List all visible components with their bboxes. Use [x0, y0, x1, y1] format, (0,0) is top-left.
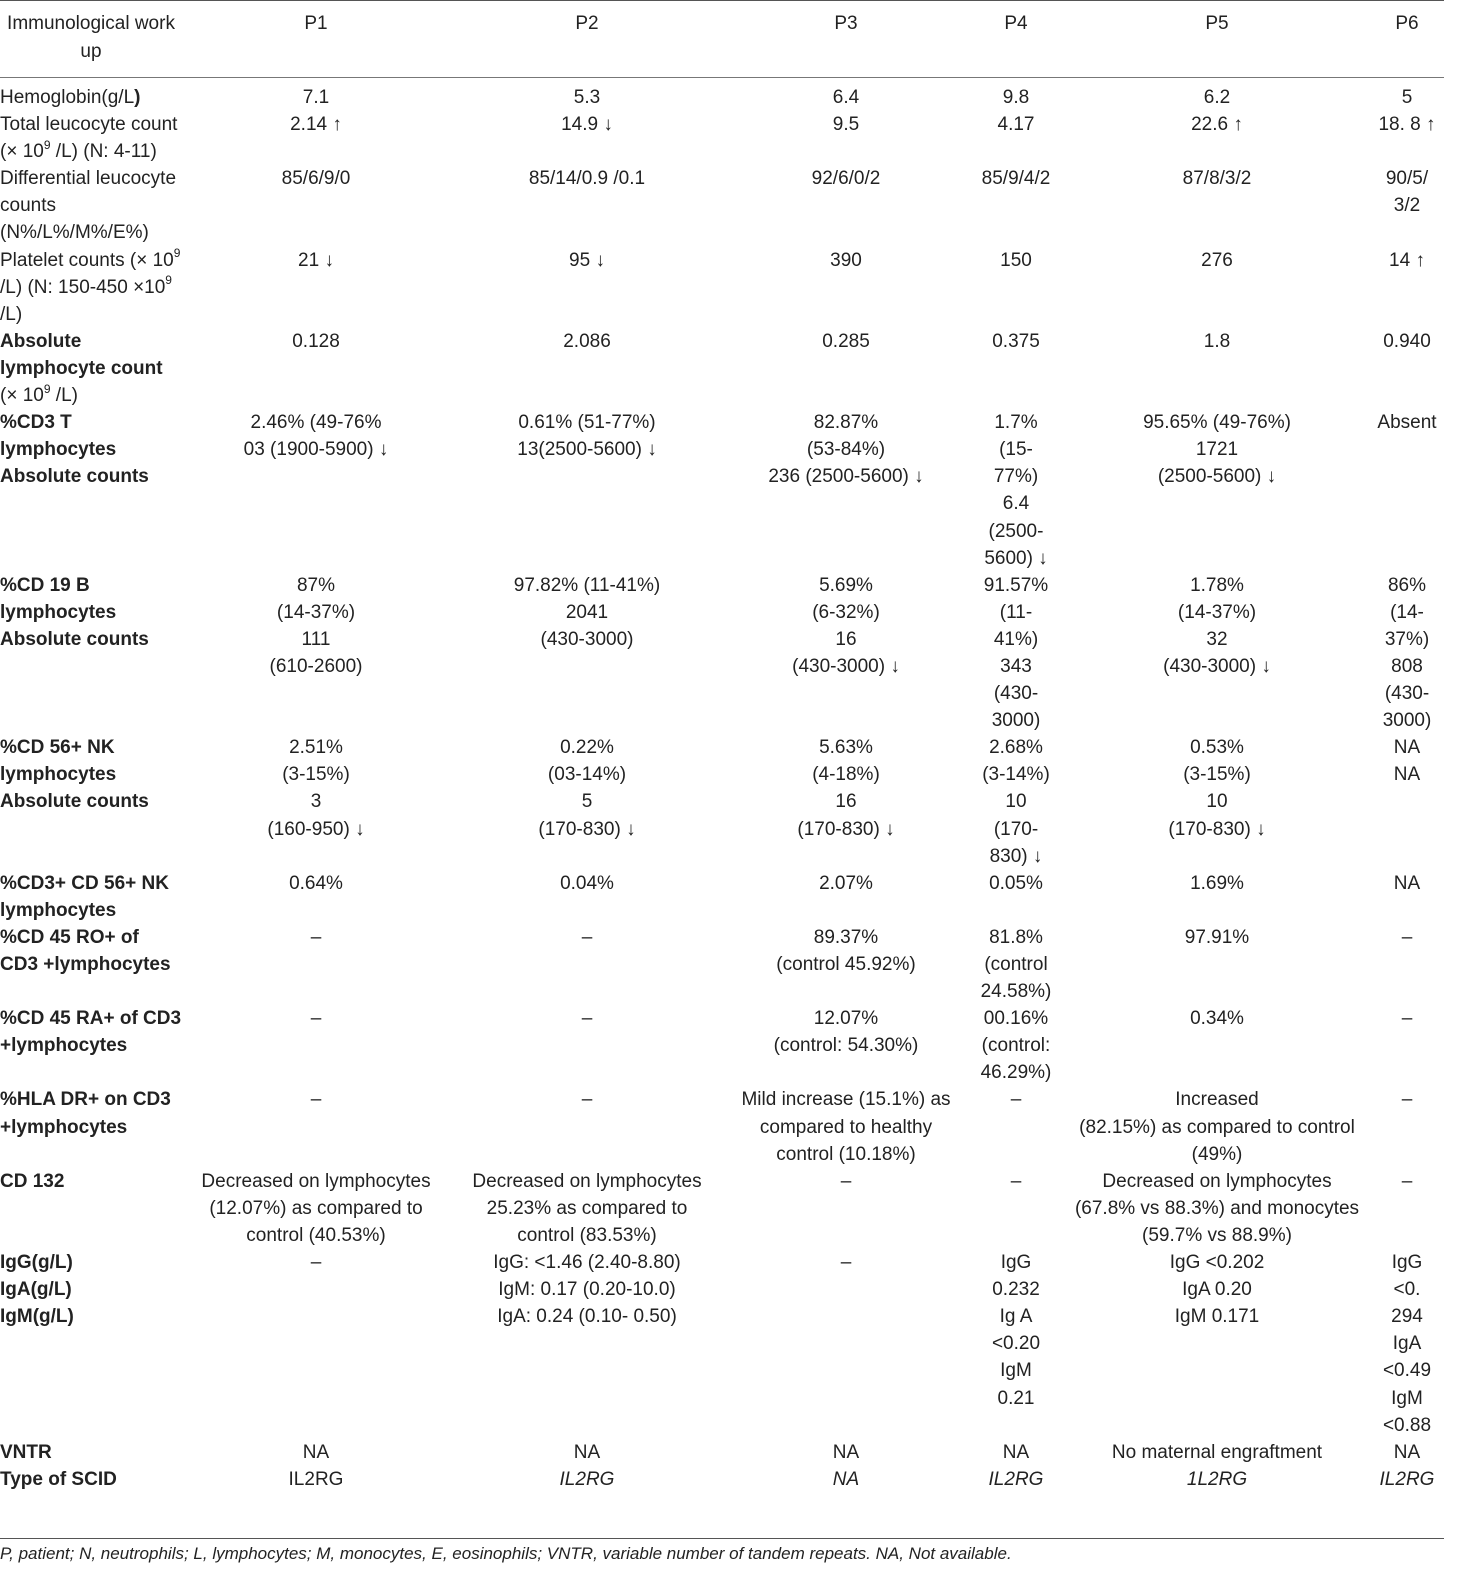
row-label-dlc: Differential leucocyte counts (N%/L%/M%/E%): [0, 168, 177, 244]
cell-cd45ra-p5: 0.34%: [1190, 1008, 1244, 1030]
cell-scid-p5: 1L2RG: [1186, 1468, 1248, 1490]
row-label-cd19: %CD 19 B lymphocytes Absolute counts: [0, 574, 149, 650]
cell-cd56-p6: NA NA: [1393, 737, 1421, 786]
cell-cd3-p3: 82.87% (53-84%) 236 (2500-5600) ↓: [768, 412, 924, 488]
cell-cd3-p2: 0.61% (51-77%) 13(2500-5600) ↓: [517, 412, 657, 461]
table-row-ig: [0, 1249, 1444, 1439]
cell-hemoglobin-p3: 6.4: [832, 87, 860, 108]
cell-dlc-p4: 85/9/4/2: [981, 168, 1051, 190]
cell-vntr-p1: NA: [302, 1441, 330, 1463]
cell-platelets-p3: 390: [830, 249, 862, 271]
cell-cd56-p3: 5.63% (4-18%) 16 (170-830) ↓: [797, 737, 895, 840]
table-row-cd3cd56: [0, 870, 1444, 924]
cell-scid-p2: IL2RG: [559, 1468, 615, 1490]
row-label-hemoglobin: Hemoglobin(g/L): [0, 87, 141, 108]
cell-dlc-p2: 85/14/0.9 /0.1: [528, 168, 646, 190]
cell-dlc-p6: 90/5/ 3/2: [1385, 168, 1429, 217]
cell-alc-p2: 2.086: [563, 330, 611, 352]
cell-alc-p4: 0.375: [992, 330, 1040, 352]
cell-cd3cd56-p4: 0.05%: [989, 872, 1043, 894]
cell-dlc-p1: 85/6/9/0: [281, 168, 351, 190]
cell-ig-p6: IgG <0. 294 IgA <0.49 IgM <0.88: [1382, 1252, 1432, 1436]
cell-hemoglobin-p2: 5.3: [573, 87, 601, 108]
row-label-scid: Type of SCID: [0, 1468, 117, 1490]
cell-cd45ro-p2: –: [581, 926, 593, 948]
table-row-cd19: [0, 572, 1444, 735]
row-label-cd56: %CD 56+ NK lymphocytes Absolute counts: [0, 737, 149, 813]
cell-cd3cd56-p2: 0.04%: [560, 872, 614, 894]
cell-ig-p4: IgG 0.232 Ig A <0.20 IgM 0.21: [991, 1252, 1041, 1409]
cell-dlc-p5: 87/8/3/2: [1182, 168, 1252, 190]
cell-cd45ro-p3: 89.37% (control 45.92%): [776, 926, 916, 975]
cell-tlc-p4: 4.17: [997, 114, 1035, 136]
row-label-cd3: %CD3 T lymphocytes Absolute counts: [0, 412, 149, 488]
header-p5: P5: [1205, 13, 1229, 34]
table-body: [0, 77, 1444, 1493]
table-row-alc: [0, 328, 1444, 409]
cell-vntr-p5: No maternal engraftment: [1111, 1441, 1323, 1463]
cell-hemoglobin-p1: 7.1: [302, 87, 330, 108]
row-label-tlc: Total leucocyte count (× $10^9$ /L) (N: 4-11): [0, 114, 178, 163]
cell-cd45ro-p4: 81.8% (control 24.58%): [980, 926, 1052, 1003]
cell-hladr-p4: –: [1010, 1089, 1022, 1111]
cell-cd19-p6: 86% (14- 37%) 808 (430- 3000): [1382, 574, 1432, 732]
cell-tlc-p6: 18. 8 ↑: [1378, 114, 1436, 136]
table-row-platelets: [0, 247, 1444, 328]
cell-cd56-p5: 0.53% (3-15%) 10 (170-830) ↓: [1168, 737, 1266, 840]
cell-hladr-p5: Increased (82.15%) as compared to control (49%): [1079, 1089, 1355, 1165]
cell-vntr-p2: NA: [573, 1441, 601, 1463]
header-label: Immunological work up: [7, 13, 175, 62]
cell-alc-p1: 0.128: [292, 330, 340, 352]
cell-ig-p2: IgG: <1.46 (2.40-8.80) IgM: 0.17 (0.20-10.0) IgA: 0.24 (0.10- 0.50): [493, 1252, 681, 1328]
cell-cd45ra-p1: –: [310, 1008, 322, 1030]
cell-tlc-p5: 22.6 ↑: [1191, 114, 1243, 136]
table-bottom-rule: [0, 1538, 1444, 1539]
cell-cd45ra-p6: –: [1401, 1008, 1413, 1030]
row-label-cd132: CD 132: [0, 1170, 65, 1192]
cell-scid-p4: IL2RG: [988, 1468, 1044, 1490]
cell-cd45ra-p4: 00.16% (control: 46.29%): [980, 1008, 1052, 1084]
row-label-hladr: %HLA DR+ on CD3 +lymphocytes: [0, 1089, 171, 1138]
cell-platelets-p6: 14 ↑: [1389, 249, 1425, 271]
cell-cd3-p5: 95.65% (49-76%) 1721 (2500-5600) ↓: [1143, 412, 1291, 488]
row-label-cd3cd56: %CD3+ CD 56+ NK lymphocytes: [0, 872, 169, 921]
cell-platelets-p5: 276: [1201, 249, 1233, 271]
cell-cd19-p5: 1.78% (14-37%) 32 (430-3000) ↓: [1163, 574, 1271, 677]
header-p3: P3: [834, 13, 858, 34]
cell-cd45ro-p5: 97.91%: [1184, 926, 1250, 948]
cell-cd132-p5: Decreased on lymphocytes (67.8% vs 88.3%) and monocytes (59.7% vs 88.9%): [1074, 1170, 1360, 1246]
cell-cd3cd56-p5: 1.69%: [1190, 872, 1244, 894]
cell-cd19-p3: 5.69% (6-32%) 16 (430-3000) ↓: [792, 574, 900, 677]
cell-vntr-p6: NA: [1393, 1441, 1421, 1463]
cell-cd19-p4: 91.57% (11- 41%) 343 (430- 3000): [983, 574, 1049, 732]
row-label-cd45ra: %CD 45 RA+ of CD3 +lymphocytes: [0, 1008, 182, 1057]
cell-platelets-p2: 95 ↓: [569, 249, 605, 271]
cell-cd56-p2: 0.22% (03-14%) 5 (170-830) ↓: [538, 737, 636, 840]
cell-platelets-p1: 21 ↓: [298, 249, 334, 271]
cell-ig-p1: –: [310, 1252, 322, 1274]
cell-tlc-p2: 14.9 ↓: [561, 114, 613, 136]
table-row-cd3: [0, 409, 1444, 572]
cell-hemoglobin-p5: 6.2: [1203, 87, 1231, 108]
cell-hladr-p6: –: [1401, 1089, 1413, 1111]
cell-cd45ra-p3: 12.07% (control: 54.30%): [773, 1008, 919, 1057]
table-row-scid: [0, 1466, 1444, 1493]
cell-tlc-p1: 2.14 ↑: [290, 114, 342, 136]
cell-alc-p5: 1.8: [1203, 330, 1231, 352]
cell-cd3cd56-p1: 0.64%: [289, 872, 343, 894]
cell-cd45ra-p2: –: [581, 1008, 593, 1030]
cell-cd45ro-p1: –: [310, 926, 322, 948]
cell-alc-p3: 0.285: [822, 330, 870, 352]
cell-cd3-p4: 1.7% (15- 77%) 6.4 (2500- 5600) ↓: [984, 412, 1048, 569]
immunology-table: [0, 10, 1444, 1493]
cell-hemoglobin-p4: 9.8: [1002, 87, 1030, 108]
table-row-dlc: [0, 165, 1444, 246]
cell-cd3-p6: Absent: [1377, 412, 1437, 434]
cell-cd3cd56-p6: NA: [1393, 872, 1421, 894]
table-footnote: P, patient; N, neutrophils; L, lymphocytes; M, monocytes, E, eosinophils; VNTR, variable number of tandem repeats. NA, Not available.: [0, 1544, 1012, 1563]
row-label-cd45ro: %CD 45 RO+ of CD3 +lymphocytes: [0, 926, 171, 975]
table-row-cd45ra: [0, 1005, 1444, 1086]
cell-vntr-p4: NA: [1002, 1441, 1030, 1463]
table-row-tlc: [0, 111, 1444, 165]
cell-cd19-p1: 87% (14-37%) 111 (610-2600): [269, 574, 363, 677]
cell-cd3-p1: 2.46% (49-76% 03 (1900-5900) ↓: [243, 412, 389, 461]
cell-vntr-p3: NA: [832, 1441, 860, 1463]
cell-cd132-p1: Decreased on lymphocytes (12.07%) as compared to control (40.53%): [201, 1170, 431, 1246]
cell-scid-p6: IL2RG: [1379, 1468, 1435, 1490]
cell-cd56-p1: 2.51% (3-15%) 3 (160-950) ↓: [267, 737, 365, 840]
cell-cd132-p3: –: [840, 1170, 852, 1192]
cell-ig-p5: IgG <0.202 IgA 0.20 IgM 0.171: [1169, 1252, 1265, 1328]
cell-cd19-p2: 97.82% (11-41%) 2041 (430-3000): [513, 574, 661, 650]
cell-cd45ro-p6: –: [1401, 926, 1413, 948]
cell-alc-p6: 0.940: [1383, 330, 1431, 352]
table-row-cd56: [0, 734, 1444, 869]
header-p2: P2: [575, 13, 599, 34]
table-row-hemoglobin: [0, 77, 1444, 111]
cell-hemoglobin-p6: 5: [1401, 87, 1413, 108]
table-row-cd45ro: [0, 924, 1444, 1005]
cell-hladr-p1: –: [310, 1089, 322, 1111]
cell-scid-p1: IL2RG: [288, 1468, 344, 1490]
cell-tlc-p3: 9.5: [832, 114, 860, 136]
cell-hladr-p3: Mild increase (15.1%) as compared to healthy control (10.18%): [741, 1089, 951, 1165]
cell-cd132-p4: –: [1010, 1170, 1022, 1192]
cell-cd132-p6: –: [1401, 1170, 1413, 1192]
row-label-ig: IgG(g/L) IgA(g/L) IgM(g/L): [0, 1252, 74, 1328]
header-p1: P1: [304, 13, 328, 34]
cell-platelets-p4: 150: [1000, 249, 1032, 271]
table-row-vntr: [0, 1439, 1444, 1466]
header-p6: P6: [1395, 13, 1419, 34]
cell-cd132-p2: Decreased on lymphocytes 25.23% as compared to control (83.53%): [472, 1170, 702, 1246]
table-row-hladr: [0, 1086, 1444, 1167]
header-row: [0, 10, 1444, 77]
cell-cd56-p4: 2.68% (3-14%) 10 (170- 830) ↓: [982, 737, 1050, 867]
cell-scid-p3: NA: [832, 1468, 860, 1490]
cell-dlc-p3: 92/6/0/2: [811, 168, 881, 190]
row-label-platelets: Platelet counts (× $10^9$ /L) (N: $150-450 \times 10^9$ /L): [0, 246, 181, 325]
cell-hladr-p2: –: [581, 1089, 593, 1111]
cell-cd3cd56-p3: 2.07%: [819, 872, 873, 894]
table-top-rule: [0, 0, 1444, 1]
cell-ig-p3: –: [840, 1252, 852, 1274]
row-label-alc: Absolute lymphocyte count (× $10^9$ /L): [0, 330, 163, 407]
table-row-cd132: [0, 1168, 1444, 1249]
row-label-vntr: VNTR: [0, 1441, 52, 1463]
header-p4: P4: [1004, 13, 1028, 34]
